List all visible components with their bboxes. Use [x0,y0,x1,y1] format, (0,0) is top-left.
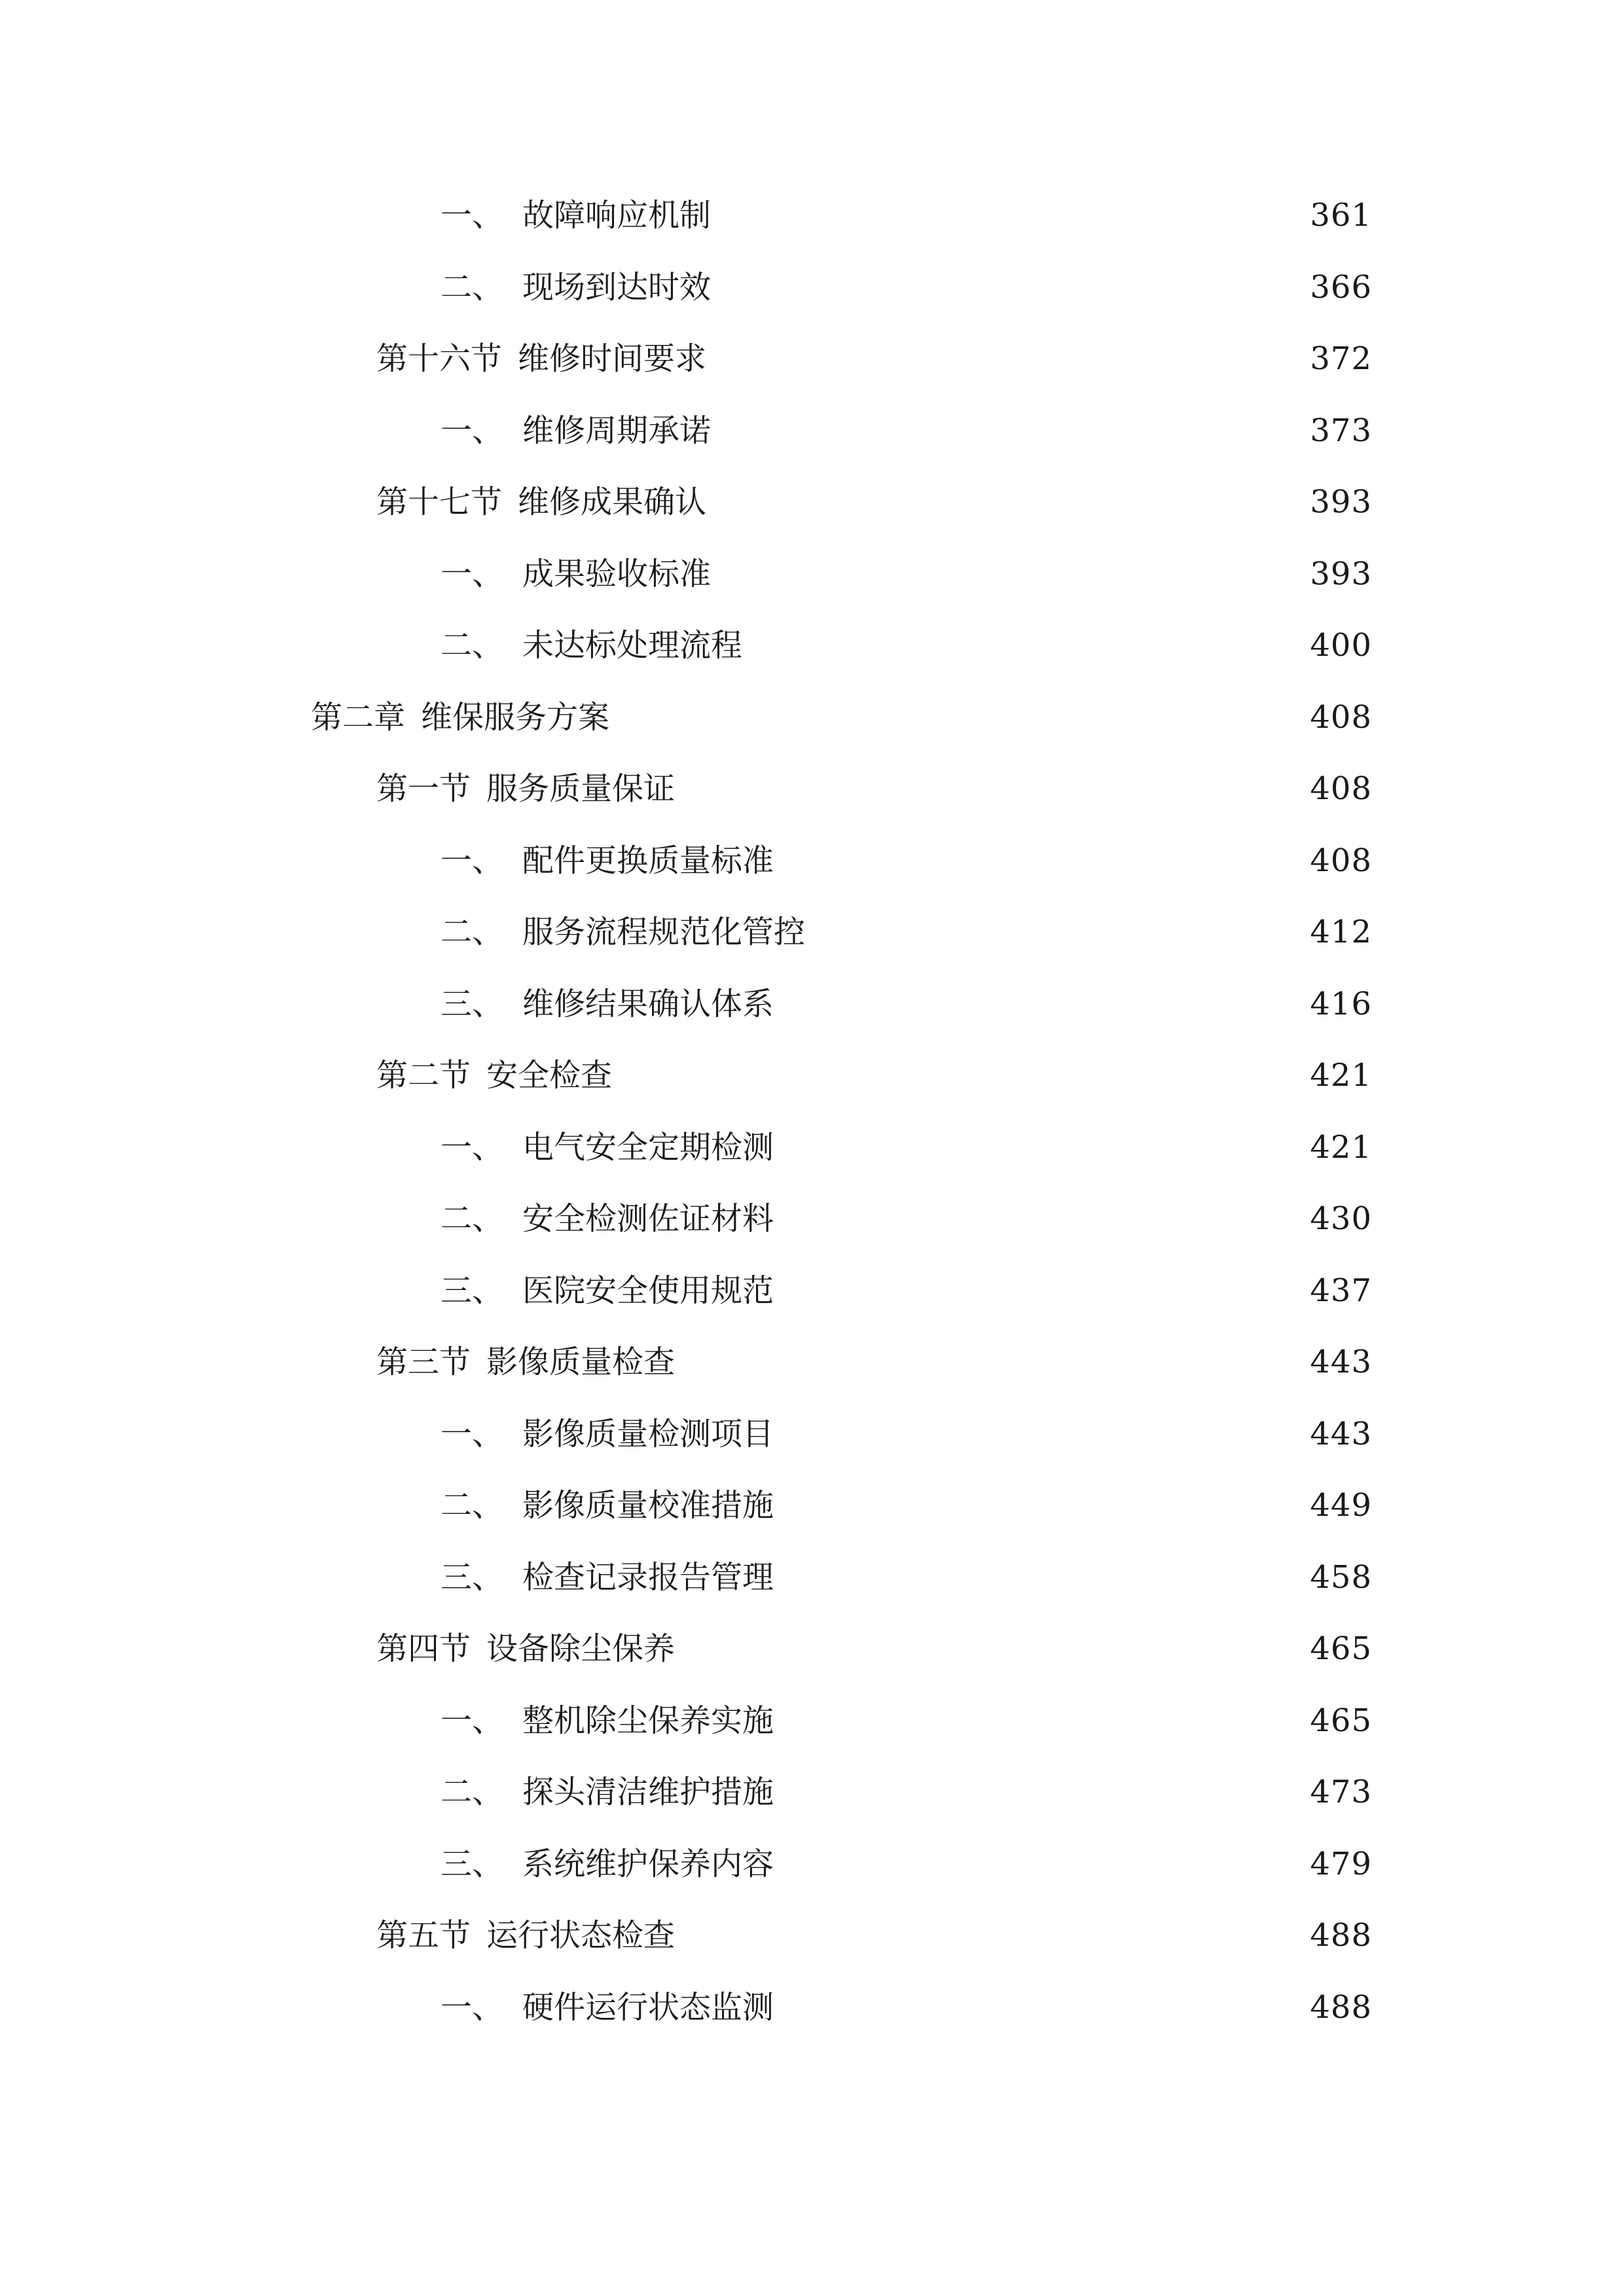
table-of-contents [0,190,1624,2054]
toc-entry-link[interactable] [441,1839,1372,1889]
toc-entry-link[interactable] [441,549,1372,599]
toc-entry-page-number: 408 [1310,770,1372,807]
toc-entry-page-number: 465 [1310,1630,1372,1667]
dot-leader [681,764,1298,814]
toc-entry-link[interactable] [441,262,1372,312]
toc-entry-number: 一、 [441,1415,504,1452]
toc-entry-title: 故障响应机制 [522,197,712,234]
toc-entry-number: 第四节 [376,1630,471,1667]
dot-leader [749,620,1298,670]
toc-entry-title: 维保服务方案 [421,698,610,736]
toc-entry-number: 一、 [441,197,504,234]
toc-entry-page-number: 416 [1310,985,1372,1022]
toc-row [0,1910,1624,1982]
toc-entry-link[interactable] [376,1910,1372,1960]
dot-leader [717,262,1298,312]
toc-entry-page-number: 430 [1310,1200,1372,1237]
dot-leader [717,549,1298,599]
toc-row [0,477,1624,549]
toc-entry-title: 整机除尘保养实施 [522,1702,774,1739]
toc-entry-number: 第十七节 [376,484,503,520]
dot-leader [713,477,1298,527]
toc-entry-number: 三、 [441,1845,504,1882]
toc-entry-title: 系统维护保养内容 [522,1845,774,1882]
toc-entry-title: 影像质量检测项目 [522,1415,774,1452]
toc-entry-link[interactable] [441,836,1372,886]
dot-leader [717,190,1298,240]
dot-leader [780,1266,1298,1316]
toc-row [0,1839,1624,1911]
toc-entry-page-number: 361 [1310,197,1372,234]
toc-row [0,1337,1624,1409]
dot-leader [780,1552,1298,1602]
toc-entry-number: 二、 [441,1487,504,1524]
toc-entry-number: 二、 [441,627,504,664]
toc-entry-number: 二、 [441,1200,504,1237]
toc-entry-number: 一、 [441,1988,504,2026]
toc-entry-page-number: 449 [1310,1487,1372,1524]
dot-leader [780,1982,1298,2032]
toc-entry-title: 现场到达时效 [522,268,712,306]
toc-entry-link[interactable] [441,620,1372,670]
toc-entry-number: 一、 [441,1128,504,1166]
toc-entry-title: 检查记录报告管理 [522,1558,774,1596]
toc-entry-link[interactable] [441,979,1372,1029]
dot-leader [780,836,1298,886]
dot-leader [780,1839,1298,1889]
toc-entry-link[interactable] [441,406,1372,456]
toc-row [0,979,1624,1051]
toc-entry-title: 运行状态检查 [486,1917,676,1954]
dot-leader [619,1050,1298,1100]
toc-entry-title: 设备除尘保养 [486,1630,676,1667]
toc-entry-page-number: 373 [1310,412,1372,449]
toc-entry-page-number: 412 [1310,914,1372,950]
toc-entry-link[interactable] [441,1480,1372,1530]
toc-row [0,1480,1624,1552]
dot-leader [717,406,1298,456]
toc-entry-page-number: 479 [1310,1845,1372,1882]
toc-row [0,692,1624,764]
toc-entry-link[interactable] [441,907,1372,957]
toc-entry-number: 一、 [441,412,504,449]
dot-leader [681,1910,1298,1960]
dot-leader [780,1122,1298,1172]
toc-row [0,1266,1624,1338]
toc-entry-title: 服务质量保证 [486,770,676,807]
toc-entry-link[interactable] [441,1696,1372,1746]
dot-leader [780,1767,1298,1817]
dot-leader [616,692,1298,742]
toc-entry-number: 二、 [441,268,504,306]
toc-entry-link[interactable] [441,1982,1372,2032]
toc-entry-number: 第三节 [376,1344,471,1380]
toc-entry-title: 维修结果确认体系 [522,985,774,1022]
toc-entry-page-number: 372 [1310,340,1372,377]
toc-entry-page-number: 408 [1310,698,1372,736]
toc-entry-number: 一、 [441,555,504,592]
toc-row [0,1194,1624,1266]
toc-entry-title: 服务流程规范化管控 [522,914,806,950]
toc-row [0,262,1624,334]
toc-entry-title: 探头清洁维护措施 [522,1774,774,1810]
toc-entry-page-number: 408 [1310,842,1372,879]
toc-entry-title: 医院安全使用规范 [522,1272,774,1309]
toc-entry-link[interactable] [376,1337,1372,1387]
toc-entry-title: 未达标处理流程 [522,627,743,664]
toc-entry-page-number: 488 [1310,1917,1372,1954]
dot-leader [780,1194,1298,1244]
toc-entry-page-number: 421 [1310,1128,1372,1166]
toc-entry-title: 维修周期承诺 [522,412,712,449]
toc-entry-link[interactable] [311,692,1372,742]
dot-leader [713,334,1298,384]
toc-row [0,406,1624,478]
toc-entry-link[interactable] [376,334,1372,384]
toc-row [0,190,1624,262]
toc-row [0,836,1624,908]
toc-entry-number: 三、 [441,985,504,1022]
toc-entry-page-number: 443 [1310,1344,1372,1380]
toc-row [0,1050,1624,1122]
toc-entry-page-number: 400 [1310,627,1372,664]
toc-row [0,334,1624,406]
dot-leader [681,1337,1298,1387]
toc-entry-number: 第二章 [311,698,406,736]
toc-row [0,764,1624,836]
toc-row [0,1552,1624,1624]
toc-entry-link[interactable] [441,1266,1372,1316]
dot-leader [812,907,1298,957]
toc-row [0,1767,1624,1839]
toc-entry-page-number: 393 [1310,484,1372,520]
toc-entry-link[interactable] [441,1767,1372,1817]
toc-entry-title: 维修成果确认 [518,484,707,520]
toc-entry-page-number: 473 [1310,1774,1372,1810]
toc-entry-number: 二、 [441,914,504,950]
toc-entry-link[interactable] [376,764,1372,814]
toc-entry-link[interactable] [376,1624,1372,1674]
toc-row [0,1624,1624,1696]
toc-entry-title: 维修时间要求 [518,340,707,377]
toc-entry-title: 配件更换质量标准 [522,842,774,879]
toc-entry-link[interactable] [441,1552,1372,1602]
dot-leader [780,979,1298,1029]
toc-entry-number: 第十六节 [376,340,503,377]
toc-row [0,907,1624,979]
toc-entry-link[interactable] [376,477,1372,527]
toc-entry-title: 成果验收标准 [522,555,712,592]
toc-entry-number: 第五节 [376,1917,471,1954]
toc-entry-title: 影像质量检查 [486,1344,676,1380]
toc-entry-link[interactable] [441,1122,1372,1172]
toc-row [0,1409,1624,1481]
toc-entry-page-number: 393 [1310,555,1372,592]
toc-entry-page-number: 421 [1310,1057,1372,1094]
toc-entry-page-number: 443 [1310,1415,1372,1452]
toc-entry-link[interactable] [441,1409,1372,1459]
toc-entry-title: 影像质量校准措施 [522,1487,774,1524]
toc-entry-link[interactable] [441,1194,1372,1244]
toc-entry-page-number: 488 [1310,1988,1372,2026]
toc-row [0,620,1624,692]
toc-entry-title: 电气安全定期检测 [522,1128,774,1166]
toc-entry-number: 三、 [441,1272,504,1309]
dot-leader [780,1409,1298,1459]
toc-entry-title: 安全检查 [486,1057,613,1094]
dot-leader [780,1480,1298,1530]
toc-entry-page-number: 366 [1310,268,1372,306]
toc-entry-number: 一、 [441,1702,504,1739]
toc-entry-title: 硬件运行状态监测 [522,1988,774,2026]
toc-entry-number: 一、 [441,842,504,879]
toc-entry-page-number: 437 [1310,1272,1372,1309]
dot-leader [780,1696,1298,1746]
toc-entry-title: 安全检测佐证材料 [522,1200,774,1237]
toc-entry-link[interactable] [441,190,1372,240]
toc-entry-number: 二、 [441,1774,504,1810]
dot-leader [681,1624,1298,1674]
toc-row [0,549,1624,621]
toc-row [0,1122,1624,1194]
toc-row [0,1982,1624,2054]
toc-entry-number: 三、 [441,1558,504,1596]
toc-entry-number: 第一节 [376,770,471,807]
toc-row [0,1696,1624,1768]
toc-entry-page-number: 458 [1310,1558,1372,1596]
toc-entry-link[interactable] [376,1050,1372,1100]
toc-entry-number: 第二节 [376,1057,471,1094]
toc-entry-page-number: 465 [1310,1702,1372,1739]
